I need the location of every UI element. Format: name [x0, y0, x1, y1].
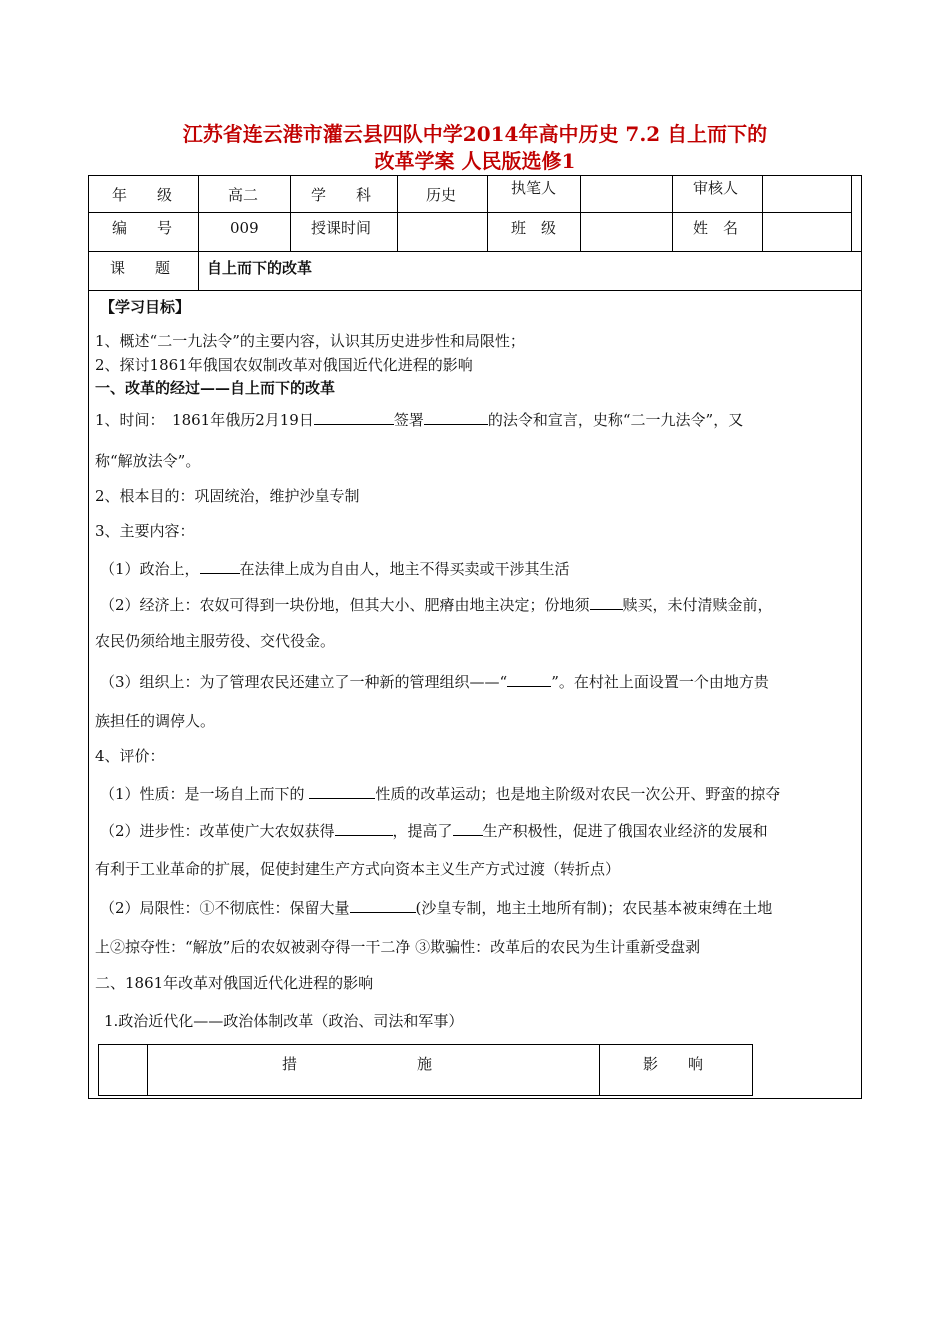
- name-label: 姓 名: [693, 219, 739, 237]
- document-title-line1: 江苏省连云港市灌云县四队中学2014年高中历史 7.2 自上而下的: [182, 122, 768, 146]
- time-text-b: 签署: [393, 411, 424, 429]
- header-row-divider: [88, 212, 851, 213]
- inner-table-right: [752, 1044, 753, 1096]
- nature-blank[interactable]: [309, 783, 375, 799]
- economy-text-b: 赎买，未付清赎金前，: [622, 596, 773, 614]
- measures-header: 措 施: [282, 1055, 433, 1073]
- inner-table-left: [98, 1044, 99, 1096]
- progress-text-a: （2）进步性：改革使广大农奴获得: [100, 822, 335, 840]
- limitation-line-2: 上②掠夺性：“解放”后的农奴被剥夺得一干二净 ③欺骗性：改革后的农民为生计重新受盘剥: [95, 938, 701, 956]
- section-2-heading: 二、1861年改革对俄国近代化进程的影响: [95, 974, 374, 992]
- time-line-2: 称“解放法令”。: [95, 452, 201, 470]
- header-col-divider: [762, 175, 763, 251]
- document-title-line2: 改革学案 人民版选修1: [374, 149, 576, 173]
- header-col-divider: [580, 175, 581, 251]
- evaluation-heading: 4、评价：: [95, 747, 165, 765]
- class-label: 班 级: [511, 219, 557, 237]
- progress-blank-1[interactable]: [335, 820, 393, 836]
- nature-line: [100, 783, 780, 804]
- economy-blank[interactable]: [590, 594, 623, 610]
- content-heading: 3、主要内容：: [95, 522, 195, 540]
- inner-table-bottom: [98, 1095, 752, 1096]
- progress-line: [100, 820, 768, 841]
- economy-line: [100, 594, 773, 615]
- limit-text-a: （2）局限性：①不彻底性：保留大量: [100, 899, 350, 917]
- organization-blank[interactable]: [507, 671, 551, 687]
- goal-2: 2、探讨1861年俄国农奴制改革对俄国近代化进程的影响: [95, 356, 473, 374]
- grade-value: 高二: [228, 186, 259, 204]
- nature-text-a: （1）性质：是一场自上而下的: [100, 785, 310, 803]
- org-text-a: （3）组织上：为了管理农民还建立了一种新的管理组织——“: [100, 673, 508, 691]
- nature-text-b: 性质的改革运动；也是地主阶级对农民一次公开、野蛮的掠夺: [375, 785, 781, 803]
- topic-value: 自上而下的改革: [207, 259, 313, 277]
- politics-line: [100, 558, 570, 579]
- header-col-divider: [290, 175, 291, 251]
- author-label: 执笔人: [511, 179, 557, 197]
- table-left-border: [88, 175, 89, 1099]
- purpose-line: 2、根本目的：巩固统治，维护沙皇专制: [95, 487, 360, 505]
- header-col-divider: [487, 175, 488, 251]
- table-right-border: [861, 175, 862, 1099]
- time-line: [95, 409, 743, 430]
- limit-text-b: (沙皇专制，地主土地所有制)；农民基本被束缚在土地: [415, 899, 773, 917]
- signer-blank[interactable]: [424, 409, 488, 425]
- economy-text-a: （2）经济上：农奴可得到一块份地，但其大小、肥瘠由地主决定；份地须: [100, 596, 590, 614]
- inner-table-divider: [599, 1044, 600, 1096]
- class-time-label: 授课时间: [311, 219, 372, 237]
- header-col-divider: [198, 175, 199, 290]
- table-top-border: [88, 175, 862, 176]
- organization-line: [100, 671, 769, 692]
- political-modernization-line: 1.政治近代化——政治体制改革（政治、司法和军事）: [104, 1012, 464, 1030]
- section-1-heading: 一、改革的经过——自上而下的改革: [95, 379, 336, 397]
- time-text-c: 的法令和宣言，史称“二一九法令”，又: [487, 411, 744, 429]
- progress-text-c: 生产积极性，促进了俄国农业经济的发展和: [482, 822, 768, 840]
- politics-text-a: （1）政治上，: [100, 560, 200, 578]
- limitation-line: [100, 897, 772, 918]
- grade-label: 年 级: [112, 186, 173, 204]
- subject-value: 历史: [426, 186, 457, 204]
- header-col-divider: [672, 175, 673, 251]
- time-text-a: 1、时间： 1861年俄历2月19日: [95, 411, 314, 429]
- date-blank[interactable]: [314, 409, 394, 425]
- limitation-blank[interactable]: [350, 897, 416, 913]
- progress-blank-2[interactable]: [453, 820, 483, 836]
- header-row-divider: [88, 251, 862, 252]
- inner-table-divider: [147, 1044, 148, 1096]
- progress-line-2: 有利于工业革命的扩展，促使封建生产方式向资本主义生产方式过渡（转折点）: [95, 860, 621, 878]
- politics-text-b: 在法律上成为自由人，地主不得买卖或干涉其生活: [239, 560, 570, 578]
- goals-heading: 【学习目标】: [100, 298, 191, 316]
- progress-text-b: ，提高了: [392, 822, 453, 840]
- reviewer-label: 审核人: [693, 179, 739, 197]
- subject-label: 学 科: [311, 186, 372, 204]
- topic-label: 课 题: [110, 259, 171, 277]
- goal-1: 1、概述“二一九法令”的主要内容，认识其历史进步性和局限性；: [95, 332, 525, 350]
- impact-header: 影 响: [643, 1055, 704, 1073]
- header-col-divider: [397, 175, 398, 251]
- number-label: 编 号: [112, 219, 173, 237]
- org-text-b: ”。在村社上面设置一个由地方贵: [551, 673, 769, 691]
- economy-line-2: 农民仍须给地主服劳役、交代役金。: [95, 632, 336, 650]
- number-value: 009: [230, 219, 259, 237]
- topic-row-divider: [88, 290, 862, 291]
- header-col-divider: [851, 175, 852, 251]
- table-bottom-border: [88, 1098, 862, 1099]
- inner-table-top: [98, 1044, 752, 1045]
- politics-blank[interactable]: [200, 558, 240, 574]
- organization-line-2: 族担任的调停人。: [95, 712, 216, 730]
